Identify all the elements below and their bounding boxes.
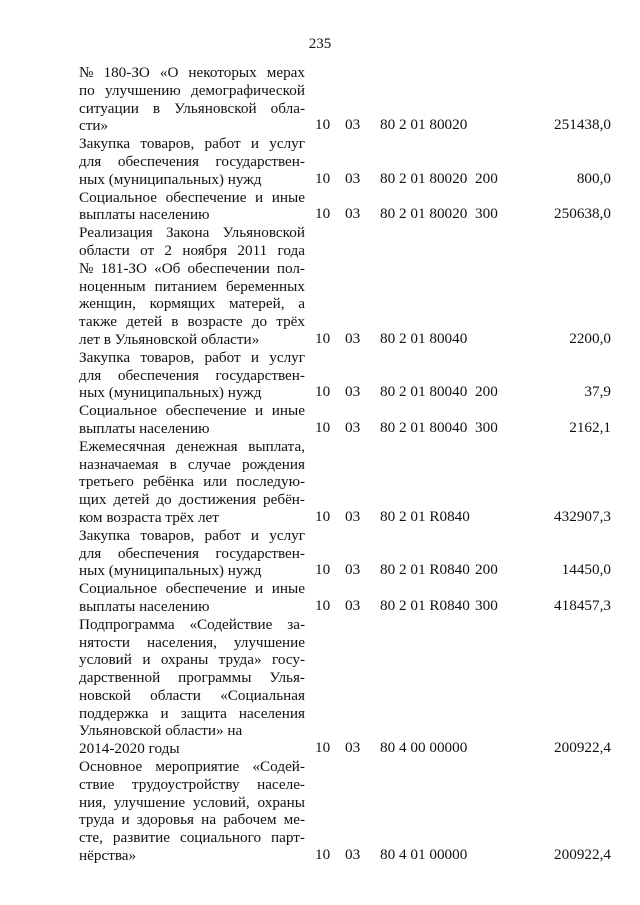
amount-value: 37,9 <box>584 383 611 401</box>
section-code: 10 <box>315 596 331 614</box>
section-code: 10 <box>315 418 331 436</box>
article-code: 80 2 01 R0840 <box>380 596 470 614</box>
subsection-code: 03 <box>345 383 361 401</box>
amount-value: 251438,0 <box>554 116 611 134</box>
table-row <box>79 527 619 580</box>
amount-value: 418457,3 <box>554 596 611 614</box>
row-codes <box>79 739 619 757</box>
description-line: Закупка товаров, работ и услуг <box>79 526 305 544</box>
section-code: 10 <box>315 116 331 134</box>
description-line: ных (муниципальных) нужд <box>79 384 262 402</box>
subsection-code: 03 <box>345 418 361 436</box>
section-code: 10 <box>315 739 331 757</box>
table-row <box>79 580 619 616</box>
expense-type-code: 200 <box>475 383 498 401</box>
subsection-code: 03 <box>345 596 361 614</box>
description-line: ствие трудоустройству населе- <box>79 775 305 793</box>
row-codes <box>79 561 619 579</box>
description-line: Закупка товаров, работ и услуг <box>79 135 305 153</box>
row-codes <box>79 383 619 401</box>
table-row <box>79 758 619 865</box>
subsection-code: 03 <box>345 507 361 525</box>
article-code: 80 2 01 80020 <box>380 169 468 187</box>
subsection-code: 03 <box>345 169 361 187</box>
description-line: выплаты населению <box>79 206 210 224</box>
description-line: поддержка и защита населения <box>79 704 305 722</box>
amount-value: 250638,0 <box>554 205 611 223</box>
description-line: для обеспечения государствен- <box>79 366 305 384</box>
description-line: по улучшению демографической <box>79 81 305 99</box>
article-code: 80 2 01 R0840 <box>380 507 470 525</box>
description-line: труда и здоровья на рабочем ме- <box>79 811 305 829</box>
expense-type-code: 300 <box>475 596 498 614</box>
article-code: 80 2 01 80040 <box>380 329 468 347</box>
expense-type-code: 200 <box>475 169 498 187</box>
description-line: Социальное обеспечение и иные <box>79 580 305 598</box>
article-code: 80 4 00 00000 <box>380 739 468 757</box>
description-line: выплаты населению <box>79 419 210 437</box>
section-code: 10 <box>315 561 331 579</box>
section-code: 10 <box>315 329 331 347</box>
description-line: также детей в возрасте до трёх <box>79 313 305 331</box>
section-code: 10 <box>315 205 331 223</box>
description-line: сте, развитие социального парт- <box>79 829 305 847</box>
section-code: 10 <box>315 845 331 863</box>
row-codes <box>79 419 619 437</box>
row-codes <box>79 170 619 188</box>
description-line: Закупка товаров, работ и услуг <box>79 348 305 366</box>
table-row <box>79 224 619 349</box>
page-number: 235 <box>308 36 332 52</box>
description-line: области от 2 ноября 2011 года <box>79 241 305 259</box>
subsection-code: 03 <box>345 739 361 757</box>
table-row <box>79 64 619 135</box>
article-code: 80 2 01 80020 <box>380 205 468 223</box>
row-codes <box>79 597 619 615</box>
description-line: ных (муниципальных) нужд <box>79 170 262 188</box>
description-line: ком возраста трёх лет <box>79 508 219 526</box>
description-line: новской области «Социальная <box>79 686 305 704</box>
description-line: 2014-2020 годы <box>79 740 180 758</box>
table-row <box>79 189 619 225</box>
row-codes <box>79 205 619 223</box>
budget-table <box>79 64 619 865</box>
subsection-code: 03 <box>345 205 361 223</box>
table-row <box>79 349 619 402</box>
article-code: 80 4 01 00000 <box>380 845 468 863</box>
description-line: для обеспечения государствен- <box>79 152 305 170</box>
description-line: для обеспечения государствен- <box>79 544 305 562</box>
section-code: 10 <box>315 383 331 401</box>
table-row <box>79 616 619 758</box>
description-line: Реализация Закона Ульяновской <box>79 224 305 242</box>
amount-value: 432907,3 <box>554 507 611 525</box>
row-codes <box>79 330 619 348</box>
row-description <box>79 616 305 758</box>
table-row <box>79 438 619 527</box>
description-line: Социальное обеспечение и иные <box>79 188 305 206</box>
description-line: условий и охраны труда» госу- <box>79 651 305 669</box>
row-codes <box>79 508 619 526</box>
table-row <box>79 135 619 188</box>
description-line: № 180-ЗО «О некоторых мерах <box>79 64 305 81</box>
expense-type-code: 300 <box>475 418 498 436</box>
description-line: сти» <box>79 117 109 135</box>
description-line: щих детей до достижения ребён- <box>79 491 305 509</box>
article-code: 80 2 01 80020 <box>380 116 468 134</box>
description-line: № 181-ЗО «Об обеспечении пол- <box>79 259 305 277</box>
article-code: 80 2 01 R0840 <box>380 561 470 579</box>
section-code: 10 <box>315 507 331 525</box>
description-line: Ульяновской области» на <box>79 722 243 740</box>
amount-value: 800,0 <box>576 169 611 187</box>
description-line: Подпрограмма «Содействие за- <box>79 615 305 633</box>
description-line: ных (муниципальных) нужд <box>79 562 262 580</box>
subsection-code: 03 <box>345 845 361 863</box>
subsection-code: 03 <box>345 561 361 579</box>
description-line: ноценным питанием беременных <box>79 277 305 295</box>
amount-value: 200922,4 <box>554 845 611 863</box>
description-line: ситуации в Ульяновской обла- <box>79 99 305 117</box>
amount-value: 2200,0 <box>569 329 611 347</box>
description-line: лет в Ульяновской области» <box>79 330 260 348</box>
subsection-code: 03 <box>345 329 361 347</box>
expense-type-code: 200 <box>475 561 498 579</box>
table-row <box>79 402 619 438</box>
row-codes <box>79 116 619 134</box>
row-codes <box>79 846 619 864</box>
description-line: Основное мероприятие «Содей- <box>79 758 305 776</box>
article-code: 80 2 01 80040 <box>380 418 468 436</box>
expense-type-code: 300 <box>475 205 498 223</box>
description-line: женщин, кормящих матерей, а <box>79 295 305 313</box>
description-line: третьего ребёнка или последую- <box>79 473 305 491</box>
description-line: нёрства» <box>79 847 137 865</box>
description-line: выплаты населению <box>79 597 210 615</box>
description-line: Социальное обеспечение и иные <box>79 402 305 420</box>
subsection-code: 03 <box>345 116 361 134</box>
description-line: назначаемая в случае рождения <box>79 455 305 473</box>
description-line: ния, улучшение условий, охраны <box>79 793 305 811</box>
amount-value: 2162,1 <box>569 418 611 436</box>
article-code: 80 2 01 80040 <box>380 383 468 401</box>
amount-value: 14450,0 <box>561 561 611 579</box>
amount-value: 200922,4 <box>554 739 611 757</box>
description-line: Ежемесячная денежная выплата, <box>79 437 305 455</box>
description-line: нятости населения, улучшение <box>79 633 305 651</box>
description-line: дарственной программы Улья- <box>79 669 305 687</box>
section-code: 10 <box>315 169 331 187</box>
